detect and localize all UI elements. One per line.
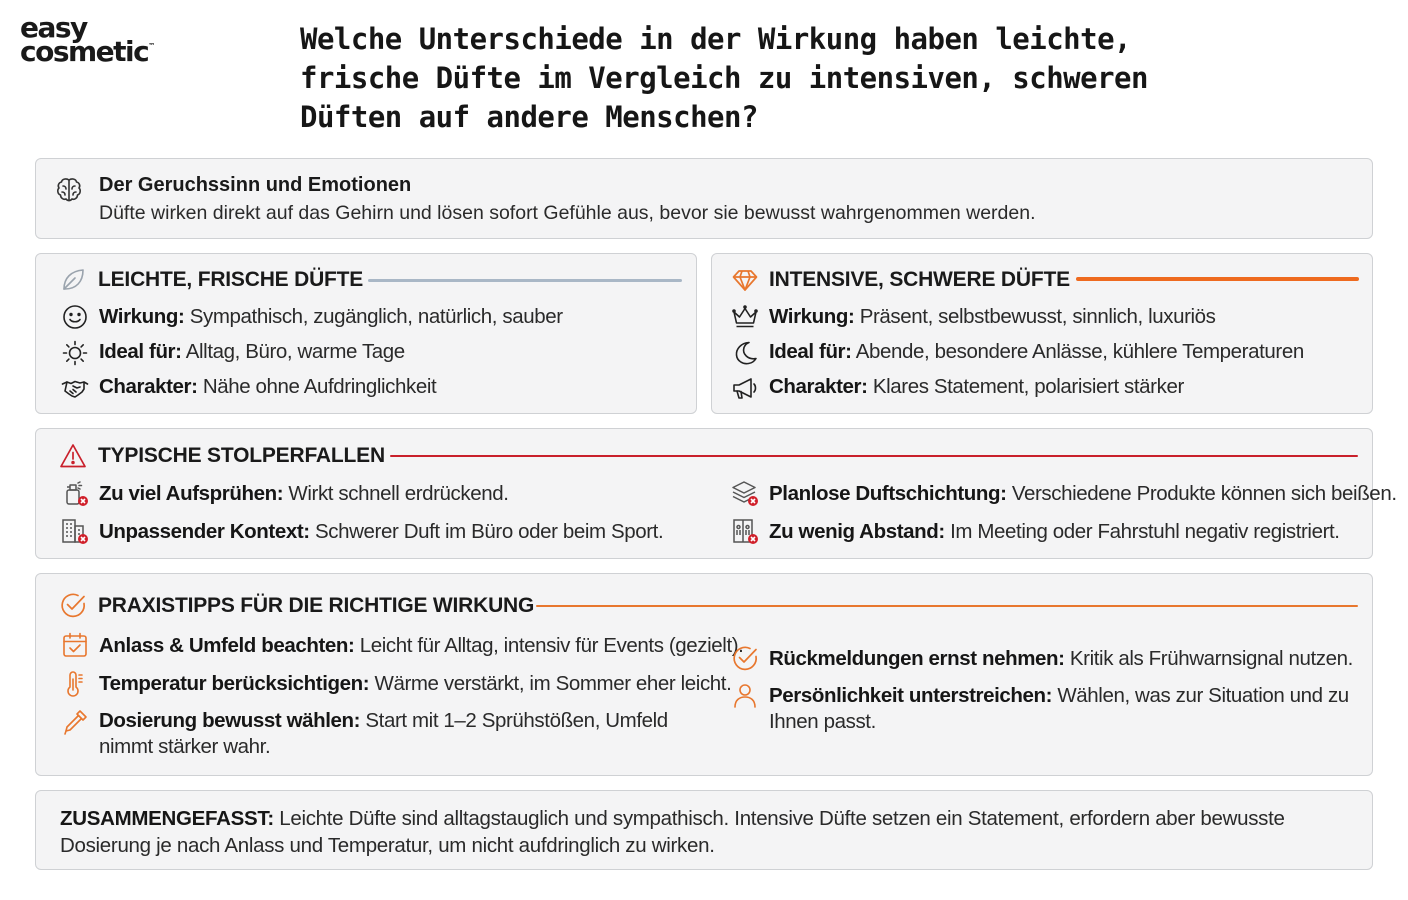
light-row-charakter: Charakter: Nähe ohne Aufdringlichkeit — [99, 375, 437, 398]
pitfalls-accent-rule — [390, 455, 1358, 457]
pitfalls-heading: TYPISCHE STOLPERFALLEN — [98, 444, 385, 467]
office-building-icon — [60, 516, 90, 546]
heavy-row-charakter: Charakter: Klares Statement, polarisiert stärker — [769, 375, 1184, 398]
pitfalls-card — [35, 428, 1397, 559]
heavy-accent-rule — [1076, 277, 1359, 281]
summary-label: ZUSAMMENGEFASST: — [60, 807, 274, 830]
smiley-icon — [60, 302, 90, 332]
sun-icon — [60, 338, 90, 368]
calendar-icon — [60, 630, 90, 660]
heavy-row-wirkung: Wirkung: Präsent, selbstbewusst, sinnlich, luxuriös — [769, 305, 1216, 328]
person-icon — [730, 681, 760, 711]
heavy-row-ideal: Ideal für: Abende, besondere Anlässe, kühlere Temperaturen — [769, 340, 1304, 363]
intro-text: Düfte wirken direkt auf das Gehirn und lösen sofort Gefühle aus, bevor sie bewusst wahrgenommen werden. — [99, 202, 1036, 224]
crown-icon — [730, 302, 760, 332]
pitfall-wrong-context: Unpassender Kontext: Schwerer Duft im Büro oder beim Sport. — [99, 520, 664, 543]
tip-feedback: Rückmeldungen ernst nehmen: Kritik als Frühwarnsignal nutzen. — [769, 647, 1353, 670]
pitfall-layering: Planlose Duftschichtung: Verschiedene Produkte können sich beißen. — [769, 482, 1397, 505]
warning-icon — [58, 441, 88, 471]
thermometer-icon — [60, 669, 90, 699]
pitfall-distance: Zu wenig Abstand: Im Meeting oder Fahrstuhl negativ registriert. — [769, 520, 1340, 543]
summary-card — [35, 790, 1373, 870]
summary-text — [60, 805, 1350, 859]
logo-line-2: cosmetic — [20, 34, 149, 68]
check-circle-icon — [730, 643, 760, 673]
moon-icon — [730, 338, 760, 368]
handshake-icon — [60, 373, 90, 403]
logo-line-1: easy — [20, 11, 87, 44]
brand-logo — [20, 11, 156, 68]
check-circle-icon — [58, 590, 88, 620]
dropper-icon — [60, 707, 90, 737]
heavy-scents-card — [711, 253, 1373, 414]
heavy-heading: INTENSIVE, SCHWERE DÜFTE — [769, 268, 1070, 291]
logo-trademark: ™ — [148, 41, 156, 50]
intro-heading: Der Geruchssinn und Emotionen — [99, 174, 412, 196]
megaphone-icon — [730, 373, 760, 403]
summary-body: Leichte Düfte sind alltagstauglich und sympathisch. Intensive Düfte setzen ein Statement, erfordern aber bewusste Dosierung je nach Anlass und Temperatur, um nicht aufdringlich zu wirken. — [60, 807, 1285, 857]
light-scents-card — [35, 253, 697, 414]
light-row-ideal: Ideal für: Alltag, Büro, warme Tage — [99, 340, 405, 363]
light-accent-rule — [368, 279, 682, 282]
diamond-icon — [730, 265, 760, 295]
tips-card — [35, 573, 1373, 776]
tip-occasion: Anlass & Umfeld beachten: Leicht für Alltag, intensiv für Events (gezielt). — [99, 634, 744, 657]
tip-dosage: Dosierung bewusst wählen: Start mit 1–2 Sprühstößen, Umfeld nimmt stärker wahr. — [99, 709, 668, 758]
light-row-wirkung: Wirkung: Sympathisch, zugänglich, natürlich, sauber — [99, 305, 563, 328]
intro-card — [35, 158, 1373, 239]
light-heading: LEICHTE, FRISCHE DÜFTE — [98, 268, 364, 291]
elevator-icon — [730, 516, 760, 546]
brain-icon — [54, 175, 84, 205]
tip-temperature: Temperatur berücksichtigen: Wärme verstärkt, im Sommer eher leicht. — [99, 672, 732, 695]
leaf-icon — [58, 265, 88, 295]
pitfall-too-much-spray: Zu viel Aufsprühen: Wirkt schnell erdrückend. — [99, 482, 509, 505]
tips-heading: PRAXISTIPPS FÜR DIE RICHTIGE WIRKUNG — [98, 594, 535, 617]
layers-icon — [730, 478, 760, 508]
tips-accent-rule — [536, 605, 1358, 607]
tip-personality: Persönlichkeit unterstreichen: Wählen, was zur Situation und zu Ihnen passt. — [769, 684, 1349, 733]
page-title: Welche Unterschiede in der Wirkung haben leichte, frische Düfte im Vergleich zu intensiven, schweren Düften auf andere Menschen? — [300, 22, 1148, 134]
spray-bottle-icon — [60, 478, 90, 508]
